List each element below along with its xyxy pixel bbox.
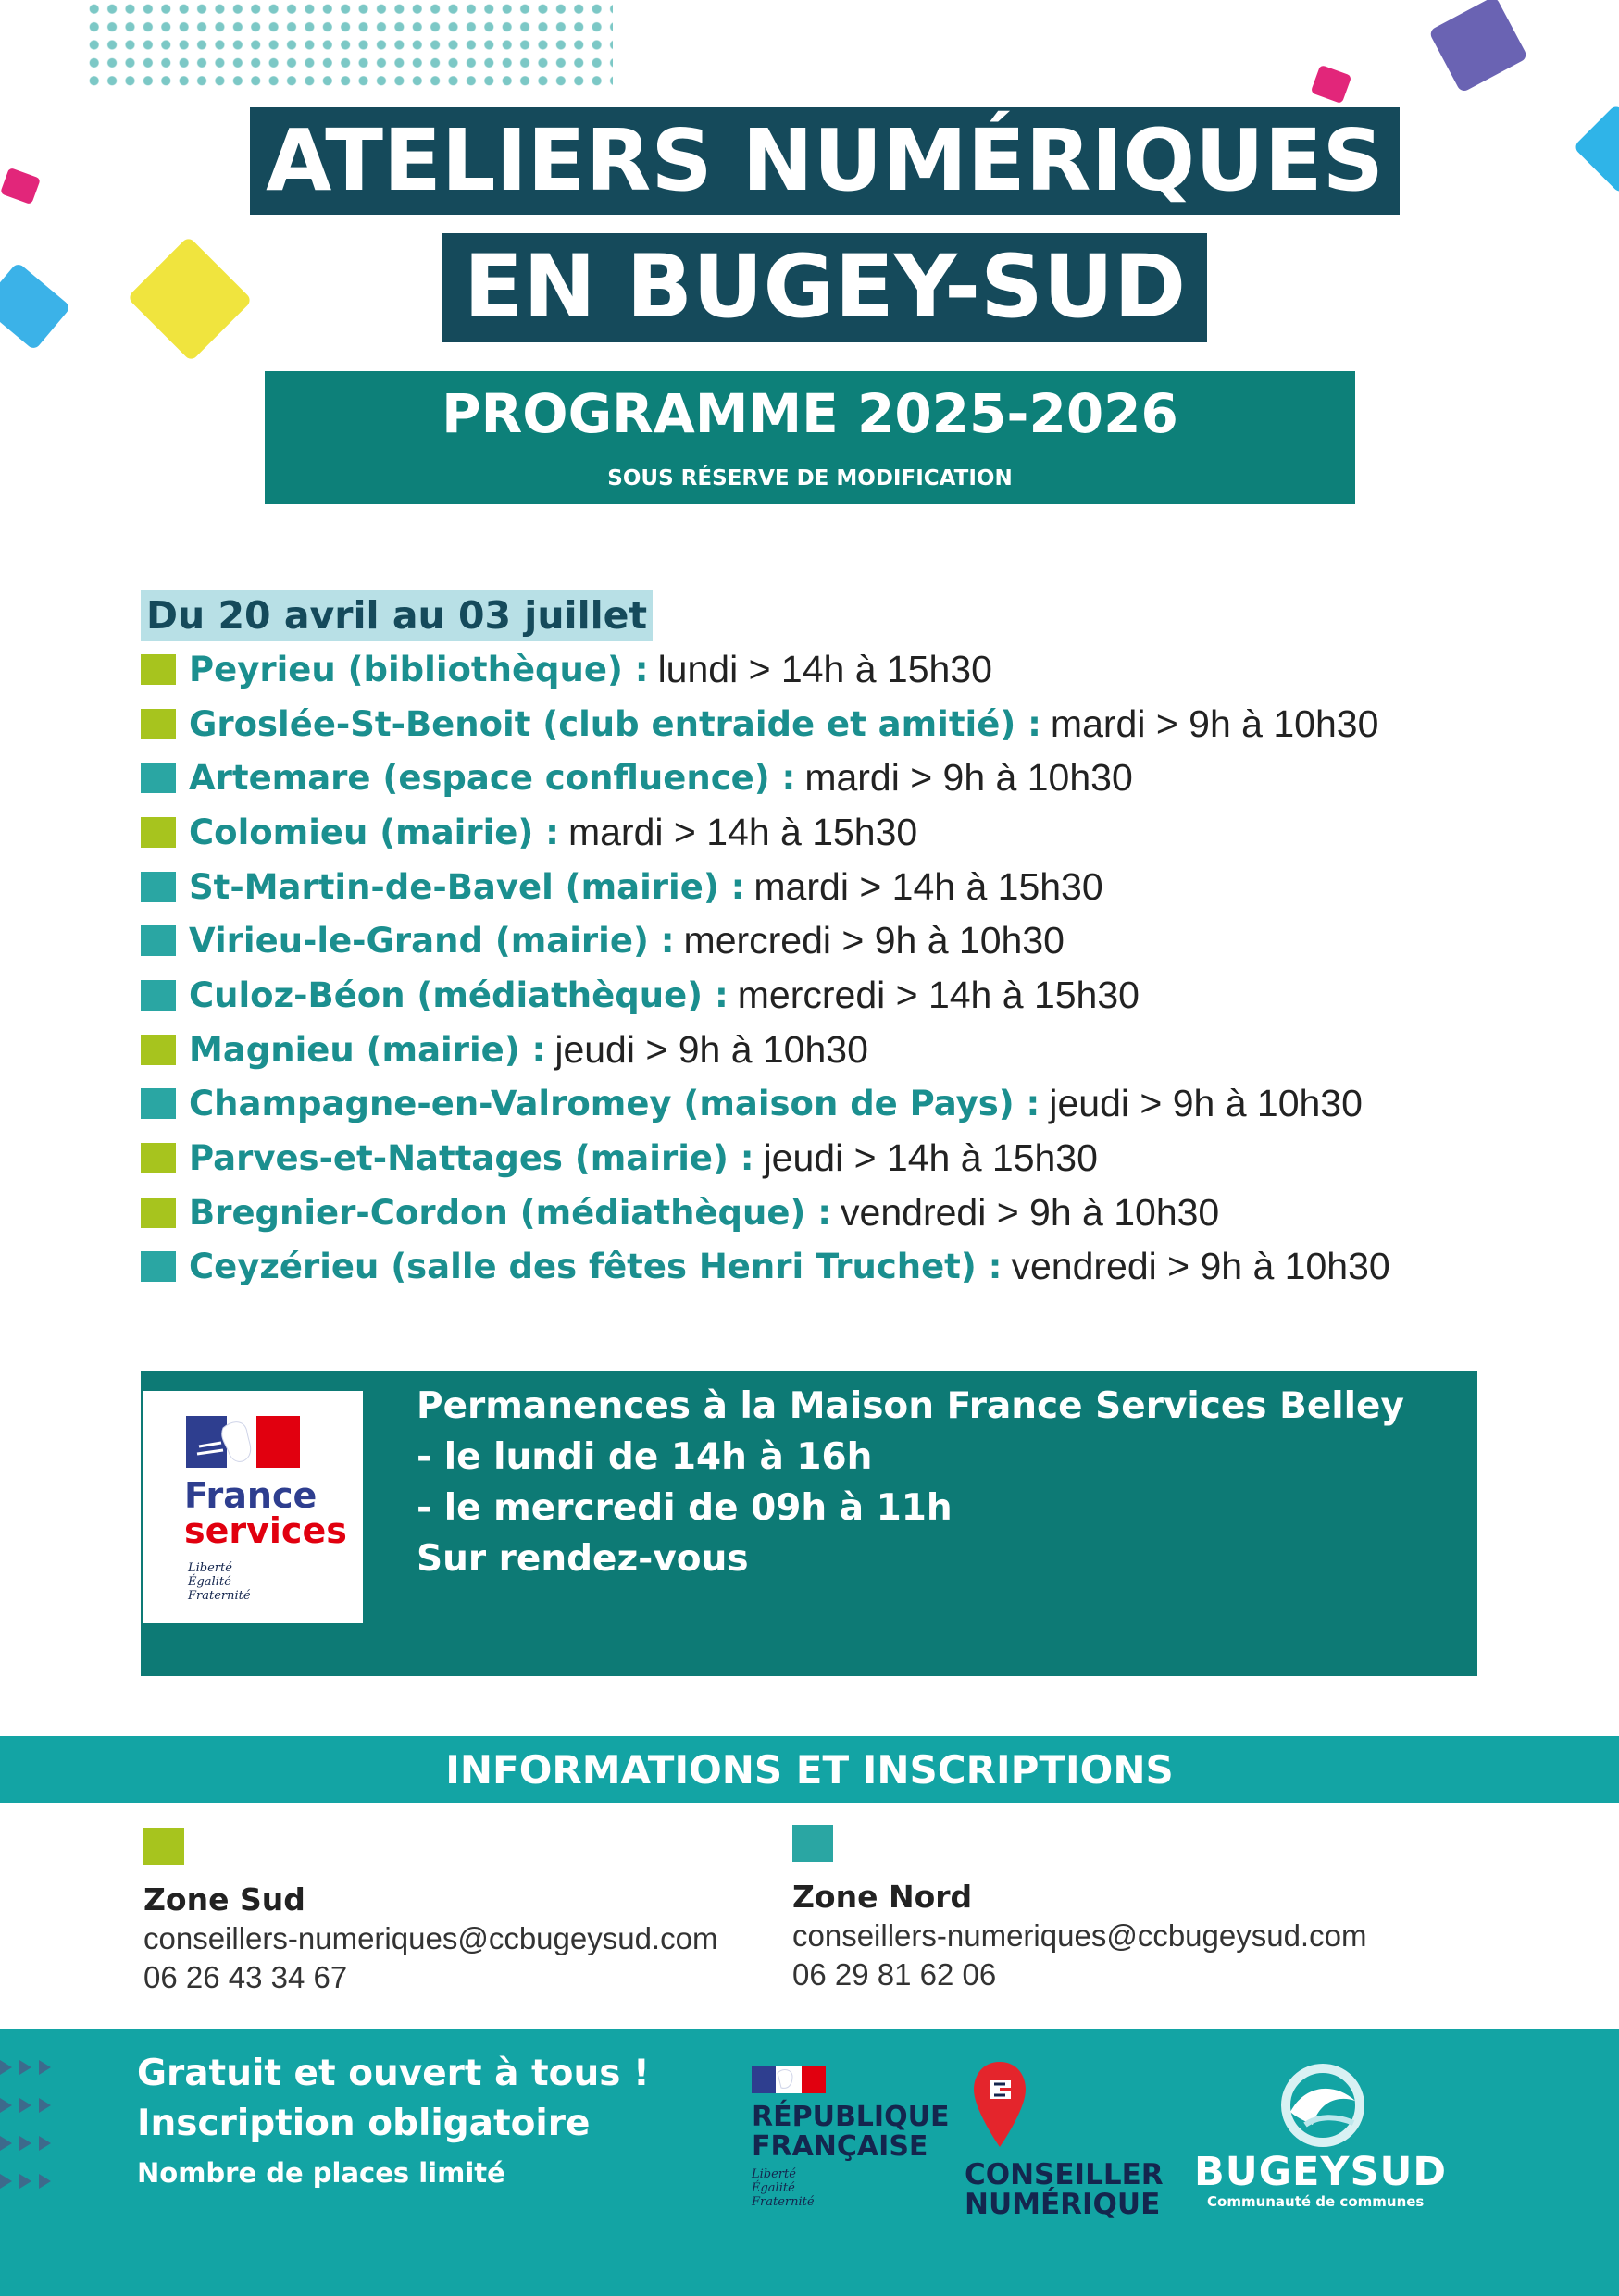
decor-square-blue-right bbox=[1573, 104, 1619, 194]
footer-line2: Inscription obligatoire bbox=[137, 2103, 591, 2144]
zone-email[interactable]: conseillers-numeriques@ccbugeysud.com bbox=[143, 1921, 718, 1955]
title-line-2: EN BUGEY-SUD bbox=[442, 233, 1207, 342]
bugeysud-name: BUGEYSUD bbox=[1194, 2149, 1448, 2195]
chevron-decoration bbox=[0, 2060, 74, 2212]
chevron-right-icon bbox=[39, 2136, 51, 2151]
zone-name: Zone Sud bbox=[143, 1881, 305, 1917]
zone-square-icon bbox=[141, 1143, 176, 1173]
schedule-row bbox=[141, 1240, 1437, 1295]
schedule-place: Groslée-St-Benoit (club entraide et amitié) : bbox=[189, 703, 1041, 744]
france-services-text bbox=[417, 1381, 1404, 1584]
bugeysud-subtitle: Communauté de communes bbox=[1207, 2193, 1425, 2210]
zone-square-icon bbox=[141, 709, 176, 739]
schedule-time: vendredi > 9h à 10h30 bbox=[1011, 1245, 1390, 1288]
chevron-right-icon bbox=[39, 2098, 51, 2113]
map-pin-c-icon bbox=[972, 2060, 1027, 2153]
schedule-row bbox=[141, 1185, 1437, 1240]
chevron-right-icon bbox=[19, 2174, 31, 2189]
zone-square-icon bbox=[141, 980, 176, 1011]
conseiller-numerique-logo bbox=[965, 2060, 1164, 2221]
schedule-row bbox=[141, 1023, 1437, 1077]
zone-square-icon bbox=[141, 1251, 176, 1282]
motto-egalite: Égalité bbox=[752, 2181, 795, 2195]
chevron-right-icon bbox=[19, 2060, 31, 2075]
schedule-place: Culoz-Béon (médiathèque) : bbox=[189, 974, 729, 1015]
fs-logo-line2: services bbox=[184, 1510, 347, 1551]
zone-square-icon bbox=[141, 1035, 176, 1065]
schedule-place: Ceyzérieu (salle des fêtes Henri Truchet) : bbox=[189, 1247, 1003, 1287]
fs-logo-motto bbox=[188, 1561, 251, 1603]
chevron-right-icon bbox=[0, 2136, 12, 2151]
wave-swirl-icon bbox=[1281, 2064, 1364, 2147]
motto-fraternite: Fraternité bbox=[188, 1589, 251, 1603]
decor-square-pink bbox=[1311, 65, 1352, 104]
conseiller-line2: NUMÉRIQUE bbox=[965, 2188, 1161, 2221]
chevron-right-icon bbox=[39, 2060, 51, 2075]
schedule-time: mardi > 9h à 10h30 bbox=[804, 756, 1133, 800]
zone-square-icon bbox=[141, 817, 176, 848]
schedule-list bbox=[141, 642, 1437, 1294]
zone-square-icon bbox=[141, 763, 176, 793]
schedule-place: Colomieu (mairie) : bbox=[189, 812, 559, 852]
motto-liberte: Liberté bbox=[188, 1561, 232, 1575]
schedule-place: Peyrieu (bibliothèque) : bbox=[189, 649, 649, 689]
fs-line: Sur rendez-vous bbox=[417, 1538, 749, 1580]
zone-square-icon bbox=[141, 1088, 176, 1119]
info-title: INFORMATIONS ET INSCRIPTIONS bbox=[445, 1747, 1174, 1793]
schedule-place: Parves-et-Nattages (mairie) : bbox=[189, 1138, 754, 1179]
zone-sud-square bbox=[143, 1828, 184, 1865]
republique-francaise-logo bbox=[752, 2066, 950, 2209]
schedule-row bbox=[141, 1131, 1437, 1185]
conseiller-line1: CONSEILLER bbox=[965, 2158, 1164, 2191]
schedule-row bbox=[141, 805, 1437, 860]
program-title: PROGRAMME 2025-2026 bbox=[442, 382, 1178, 445]
schedule-time: mercredi > 14h à 15h30 bbox=[737, 973, 1140, 1016]
schedule-time: mardi > 14h à 15h30 bbox=[753, 864, 1103, 908]
schedule-place: Virieu-le-Grand (mairie) : bbox=[189, 921, 675, 962]
zone-name: Zone Nord bbox=[792, 1879, 973, 1915]
bugeysud-logo bbox=[1194, 2064, 1472, 2210]
decor-square-purple bbox=[1428, 0, 1528, 93]
decor-square-yellow bbox=[127, 236, 253, 362]
schedule-time: mardi > 14h à 15h30 bbox=[567, 810, 918, 853]
fs-line: - le mercredi de 09h à 11h bbox=[417, 1487, 953, 1529]
rf-line2: FRANÇAISE bbox=[752, 2130, 928, 2163]
schedule-time: mercredi > 9h à 10h30 bbox=[683, 919, 1065, 962]
schedule-place: St-Martin-de-Bavel (mairie) : bbox=[189, 866, 745, 907]
fs-line: - le lundi de 14h à 16h bbox=[417, 1436, 873, 1478]
schedule-time: lundi > 14h à 15h30 bbox=[657, 647, 992, 690]
zone-phone[interactable]: 06 26 43 34 67 bbox=[143, 1960, 348, 1994]
schedule-time: jeudi > 9h à 10h30 bbox=[554, 1027, 868, 1071]
program-reserve-note: SOUS RÉSERVE DE MODIFICATION bbox=[607, 466, 1013, 490]
motto-liberte: Liberté bbox=[752, 2167, 796, 2181]
zone-sud bbox=[143, 1828, 717, 1995]
schedule-row bbox=[141, 913, 1437, 968]
chevron-right-icon bbox=[19, 2098, 31, 2113]
zone-square-icon bbox=[141, 872, 176, 902]
schedule-place: Champagne-en-Valromey (maison de Pays) : bbox=[189, 1084, 1040, 1124]
zone-phone[interactable]: 06 29 81 62 06 bbox=[792, 1957, 997, 1992]
schedule-row bbox=[141, 860, 1437, 914]
info-band bbox=[0, 1736, 1619, 1803]
motto-fraternite: Fraternité bbox=[752, 2195, 815, 2209]
schedule-place: Bregnier-Cordon (médiathèque) : bbox=[189, 1192, 832, 1233]
schedule-row bbox=[141, 697, 1437, 751]
footer-text bbox=[137, 2049, 650, 2197]
chevron-right-icon bbox=[0, 2174, 12, 2189]
schedule-row bbox=[141, 751, 1437, 805]
chevron-right-icon bbox=[39, 2174, 51, 2189]
rf-line1: RÉPUBLIQUE bbox=[752, 2101, 950, 2133]
chevron-right-icon bbox=[0, 2098, 12, 2113]
zone-square-icon bbox=[141, 925, 176, 956]
fs-line: Permanences à la Maison France Services Belley bbox=[417, 1385, 1404, 1427]
chevron-right-icon bbox=[19, 2136, 31, 2151]
program-banner bbox=[265, 371, 1355, 504]
footer-line3: Nombre de places limité bbox=[137, 2157, 505, 2189]
decor-square-blue-left bbox=[0, 262, 71, 351]
dot-pattern bbox=[85, 0, 613, 93]
zone-square-icon bbox=[141, 1198, 176, 1228]
rf-motto bbox=[752, 2167, 928, 2209]
schedule-row bbox=[141, 968, 1437, 1023]
zone-nord bbox=[792, 1825, 1366, 1992]
decor-square-pink-left bbox=[0, 168, 41, 205]
schedule-time: jeudi > 14h à 15h30 bbox=[763, 1136, 1098, 1180]
footer-line1: Gratuit et ouvert à tous ! bbox=[137, 2053, 650, 2094]
schedule-place: Magnieu (mairie) : bbox=[189, 1029, 546, 1070]
schedule-time: vendredi > 9h à 10h30 bbox=[841, 1190, 1220, 1234]
zone-square-icon bbox=[141, 654, 176, 685]
title-line-1: ATELIERS NUMÉRIQUES bbox=[250, 107, 1400, 215]
zone-email[interactable]: conseillers-numeriques@ccbugeysud.com bbox=[792, 1918, 1367, 1953]
fs-logo-line1: France bbox=[184, 1475, 318, 1516]
schedule-row bbox=[141, 1077, 1437, 1132]
schedule-row bbox=[141, 642, 1437, 697]
chevron-right-icon bbox=[0, 2060, 12, 2075]
marianne-flag-icon bbox=[752, 2066, 826, 2093]
schedule-time: jeudi > 9h à 10h30 bbox=[1049, 1082, 1363, 1125]
period-heading: Du 20 avril au 03 juillet bbox=[141, 590, 653, 641]
motto-egalite: Égalité bbox=[188, 1575, 231, 1589]
schedule-place: Artemare (espace confluence) : bbox=[189, 758, 796, 799]
zone-nord-square bbox=[792, 1825, 833, 1862]
france-services-logo bbox=[143, 1391, 363, 1623]
schedule-time: mardi > 9h à 10h30 bbox=[1050, 701, 1379, 745]
